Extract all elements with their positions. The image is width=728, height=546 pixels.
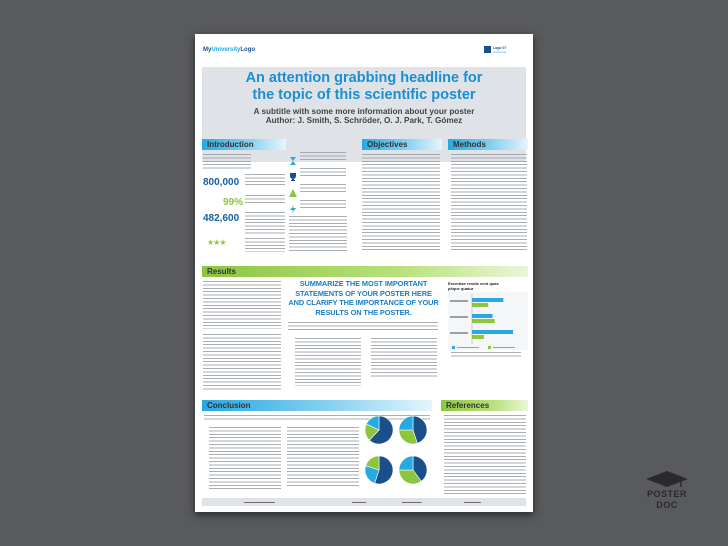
- summary-line4: RESULTS ON THE POSTER.: [315, 307, 412, 317]
- references-text: [444, 415, 526, 495]
- stat-1-text: [245, 174, 285, 186]
- partner-logo-line2: University: [493, 50, 507, 54]
- conclusion-list-1: [209, 427, 281, 491]
- icon-text-3: [300, 184, 346, 194]
- category-label: [450, 300, 468, 302]
- headline: [202, 70, 526, 104]
- chart-caption: [451, 352, 521, 358]
- introduction-heading: Introduction: [202, 139, 286, 150]
- chart-title: [448, 281, 528, 291]
- conclusion-list-2: [287, 427, 359, 487]
- stat-2: 99%: [223, 197, 244, 208]
- watermark-line2: DOC: [656, 500, 678, 510]
- headline-line1: An attention grabbing headline for: [245, 70, 483, 86]
- stat-2-text: [245, 195, 285, 205]
- warning-icon: [289, 184, 297, 192]
- lightning-icon: [289, 200, 297, 208]
- logo-prefix: My: [203, 47, 212, 53]
- graduation-cap-icon: [636, 469, 698, 491]
- bar: [472, 335, 484, 339]
- footer-address: ▬▬▬▬▬▬▬▬▬▬▬: [244, 500, 275, 504]
- results-list-1: [295, 338, 361, 386]
- conclusion-heading: Conclusion: [202, 400, 432, 411]
- partner-logo-line1: Logo 07: [493, 46, 507, 50]
- results-heading: Results: [202, 266, 528, 277]
- bar: [472, 298, 503, 302]
- summary-line2: STATEMENTS OF YOUR POSTER HERE: [295, 288, 432, 298]
- stat-3: 482,600: [203, 213, 240, 224]
- intro-text: [203, 154, 251, 170]
- legend-swatch: [452, 346, 455, 349]
- subtitle: A subtitle with some more information about your poster: [253, 107, 475, 116]
- footer-phone: ▬▬▬▬▬: [352, 500, 366, 504]
- stars-text: [245, 238, 285, 252]
- icon-text-4: [300, 200, 346, 210]
- stat-1: 800,000: [203, 177, 240, 188]
- pie-slice: [399, 416, 413, 430]
- bar: [472, 314, 493, 318]
- methods-text: [451, 154, 527, 250]
- footer-email: ▬▬▬▬▬▬▬: [402, 500, 422, 504]
- references-heading: References: [441, 400, 528, 411]
- icon-text-1: [300, 152, 346, 162]
- bar: [472, 330, 513, 334]
- chart-title-line2: plique quatur: [448, 286, 474, 291]
- results-text-2: [203, 334, 281, 390]
- summary-line3: AND CLARIFY THE IMPORTANCE OF YOUR: [288, 298, 439, 308]
- pie-slice: [399, 456, 413, 470]
- watermark-line1: POSTER: [646, 489, 687, 499]
- legend-text: [493, 347, 515, 348]
- category-label: [450, 316, 468, 318]
- hourglass-icon: [289, 152, 297, 160]
- category-label: [450, 332, 468, 334]
- bar: [472, 319, 495, 323]
- legend-swatch: [488, 346, 491, 349]
- bar: [472, 303, 488, 307]
- conclusion-pie-charts: [363, 414, 431, 494]
- results-text-3: [288, 322, 438, 332]
- intro-text-right: [289, 216, 347, 252]
- logo-accent: University: [211, 47, 241, 53]
- summary-statement: [286, 279, 441, 317]
- chart-title-line1: Excertiae rendis vent quas: [448, 281, 499, 286]
- methods-heading: Methods: [448, 139, 528, 150]
- legend-text: [457, 347, 479, 348]
- icon-text-2: [300, 168, 346, 178]
- stat-3-text: [245, 212, 285, 236]
- results-list-2: [371, 338, 437, 378]
- star-icon: ★★★: [207, 238, 226, 247]
- objectives-heading: Objectives: [362, 139, 442, 150]
- logo-square-icon: [484, 46, 491, 53]
- poster-footer: [202, 498, 526, 506]
- results-text-1: [203, 281, 281, 329]
- summary-line1: SUMMARIZE THE MOST IMPORTANT: [299, 279, 428, 288]
- results-bar-chart: [448, 292, 528, 350]
- footer-website: ▬▬▬▬▬▬: [464, 500, 481, 504]
- posterdoc-watermark: [636, 469, 698, 519]
- trophy-icon: [289, 168, 297, 176]
- poster: [195, 34, 533, 512]
- university-logo: [203, 47, 255, 53]
- objectives-text: [362, 154, 440, 250]
- headline-line2: the topic of this scientific poster: [252, 87, 476, 103]
- partner-logo: [484, 45, 528, 55]
- logo-suffix: Logo: [240, 47, 256, 53]
- authors: Author: J. Smith, S. Schröder, O. J. Park, T. Gómez: [265, 116, 463, 125]
